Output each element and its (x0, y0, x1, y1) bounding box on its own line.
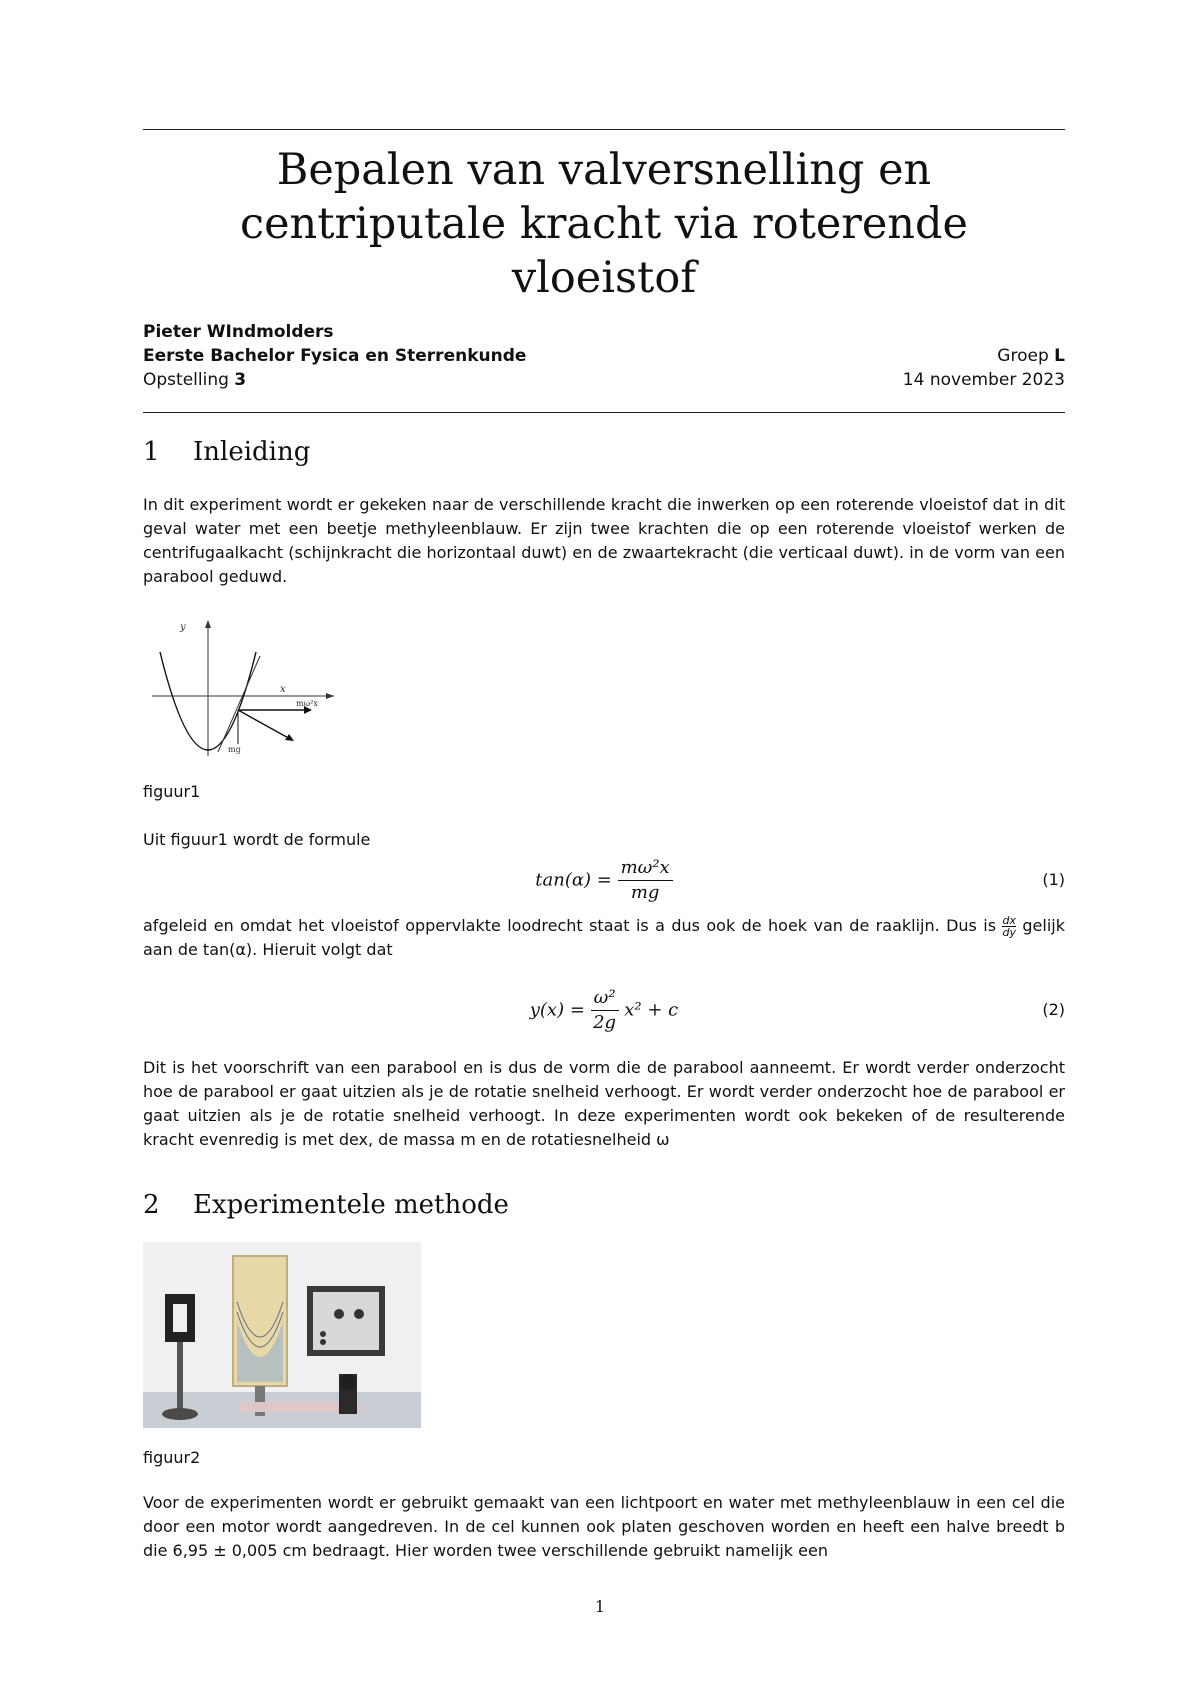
eq2-denominator: 2g (593, 1012, 617, 1033)
gravity-label: mg (228, 745, 241, 754)
equation-2 (143, 986, 1065, 1040)
tangent-line (218, 656, 260, 752)
derivation-paragraph: afgeleid en omdat het vloeistof oppervlakte loodrecht staat is a dus ook de hoek van de raaklijn. Dus is $\frac{dx}{dy}$ gelijk aan de tan(α). Hieruit volgt dat (143, 914, 1065, 959)
program-line (143, 346, 1065, 370)
setup-line (143, 370, 1065, 394)
experiment-setup-photo (143, 1242, 421, 1428)
author-name: Pieter WIndmolders (143, 322, 334, 342)
control-socket-1 (320, 1331, 326, 1337)
control-knob-2 (354, 1309, 364, 1319)
method-paragraph: Voor de experimenten wordt er gebruikt gemaakt van een lichtpoort en water met methyleenblauw in een cel die door een motor wordt aangedreven. In de cel kunnen ook platen geschoven worden en heeft een halve breedt b die 6,95 ± 0,005 cm bedraagt. Hier worden twee verschillende gebruikt namelijk een (143, 1493, 1065, 1560)
parabola-force-diagram (148, 616, 338, 758)
section-2-heading: 2 Experimentele methode (143, 1190, 509, 1220)
eq1-fraction (618, 856, 673, 905)
eq1-numerator: mω²x (618, 856, 673, 881)
x-axis-label: x (280, 684, 286, 695)
eq2-rhs: x² + c (624, 999, 679, 1021)
date: 14 november 2023 (902, 370, 1065, 390)
eq1-lhs: tan(α) = (535, 869, 612, 891)
header-rule (143, 412, 1065, 413)
centrifugal-label: mω²x (296, 699, 318, 708)
x-axis-arrow (326, 693, 334, 699)
control-socket-2 (320, 1339, 326, 1345)
page-number: 1 (594, 1597, 606, 1616)
resultant-force-vector (238, 710, 292, 740)
eq2-number: (2) (1042, 1000, 1065, 1019)
eq1-denominator: mg (630, 882, 660, 903)
conclusion-paragraph: Dit is het voorschrift van een parabool en is dus de vorm die de parabool aanneemt. Er wordt verder onderzocht hoe de parabool er gaat uitzien als je de rotatie snelheid verhoogt. Er wordt verder onderzocht hoe de parabool er gaat uitzien als je de rotatie snelheid verhoogt. In deze experimenten wordt ook bekeken of de resulterende kracht evenredig is met dex, de massa m en de rotatiesnelheid ω (143, 1058, 1065, 1149)
program-name: Eerste Bachelor Fysica en Sterrenkunde (143, 346, 527, 366)
figure-2-caption: figuur2 (143, 1448, 201, 1467)
control-knob-1 (334, 1309, 344, 1319)
eq2-numerator: ω² (591, 986, 619, 1011)
eq2-fraction (591, 986, 619, 1035)
page-title: Bepalen van valversnelling en centriputale kracht via roterende vloeistof (240, 145, 968, 303)
dx-dy-fraction: $\frac{dx}{dy}$ (1002, 914, 1016, 939)
group: Groep L (997, 346, 1065, 366)
author-line (143, 322, 1065, 346)
intro-paragraph: In dit experiment wordt er gekeken naar de verschillende kracht die inwerken op een roterende vloeistof dat in dit geval water met een beetje methyleenblauw. Er zijn twee krachten die op een roterende vloeistof werken de centrifugaalkacht (schijnkracht die horizontaal duwt) en de zwaartekracht (die verticaal duwt). in de vorm van een parabool geduwd. (143, 495, 1065, 586)
figure-1-caption: figuur1 (143, 782, 201, 801)
setup: Opstelling 3 (143, 370, 247, 390)
y-axis-label: y (180, 622, 186, 633)
light-gate-base (162, 1408, 198, 1420)
formula-intro: Uit figuur1 wordt de formule (143, 830, 371, 849)
motor-wheel (340, 1374, 356, 1390)
light-gate-slot (173, 1304, 187, 1332)
section-1-heading: 1 Inleiding (143, 437, 311, 467)
eq1-number: (1) (1042, 870, 1065, 889)
equation-1 (143, 856, 1065, 910)
top-rule (143, 129, 1065, 130)
y-axis-arrow (205, 620, 211, 628)
eq2-lhs: y(x) = (529, 999, 585, 1021)
